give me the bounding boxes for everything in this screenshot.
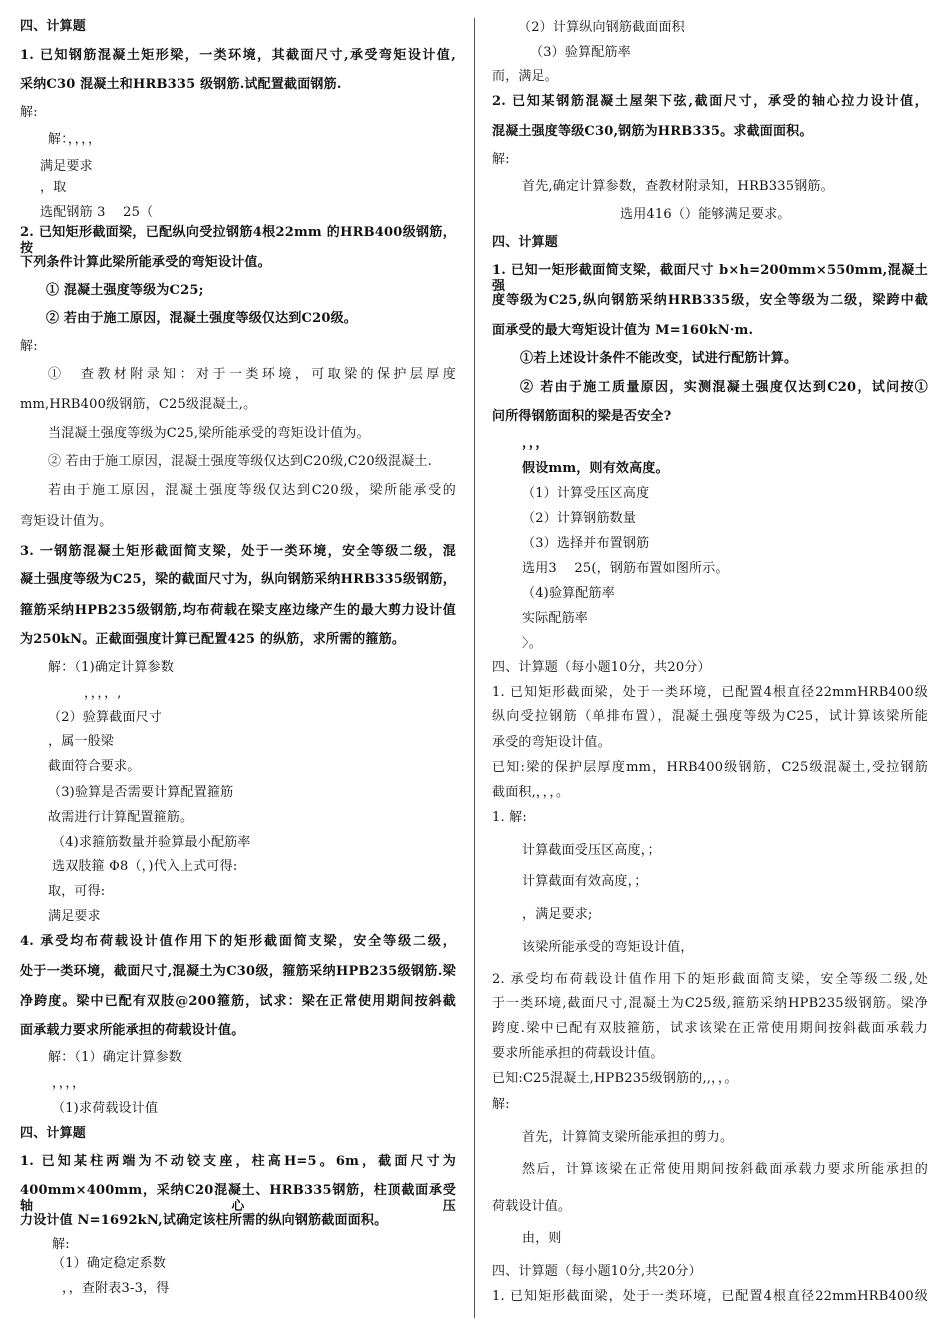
- left-text-line: 箍筋采纳HPB235级钢筋,均布荷载在梁支座边缘产生的最大剪力设计值: [20, 603, 456, 618]
- left-text-line: 解:: [20, 339, 38, 354]
- left-text-line: （1）确定稳定系数: [52, 1256, 167, 1271]
- right-text-line: 四、计算题: [492, 235, 559, 250]
- right-text-line: 跨度.梁中已配有双肢箍筋，试求该梁在正常使用期间按斜截面承载力: [492, 1021, 928, 1036]
- left-text-line: 满足要求: [48, 909, 101, 924]
- right-text-line: 荷载设计值。: [492, 1199, 572, 1214]
- left-text-line: （3)验算是否需要计算配置箍筋: [48, 785, 234, 800]
- left-text-line: 解:: [20, 105, 38, 120]
- left-text-line: 截面符合要求。: [48, 759, 141, 774]
- left-text-line: （4)求箍筋数量并验算最小配筋率: [52, 835, 251, 850]
- right-text-line: 已知:梁的保护层厚度mm，HRB400级钢筋，C25级混凝土,受拉钢筋: [492, 760, 928, 775]
- right-text-line: 要求所能承担的荷载设计值。: [492, 1046, 664, 1061]
- right-text-line: 实际配筋率: [522, 611, 589, 626]
- right-text-line: ①若上述设计条件不能改变，试进行配筋计算。: [520, 351, 798, 366]
- left-text-line: 面承载力要求所能承担的荷载设计值。: [20, 1023, 245, 1038]
- left-text-line: ② 若由于施工原因，混凝土强度等级仅达到C20级,C20级混凝土.: [48, 454, 432, 469]
- right-text-line: 四、计算题（每小题10分，共20分）: [492, 660, 711, 675]
- left-text-line: ，，查附表3-3，得: [62, 1281, 170, 1296]
- left-text-line: ，，，，: [52, 1076, 86, 1091]
- right-text-line: 问所得钢筋面积的梁是否安全?: [492, 409, 672, 424]
- right-text-line: 〉。: [522, 636, 542, 651]
- left-text-line: 取，可得:: [48, 884, 106, 899]
- right-text-line: 选用3 25(，钢筋布置如图所示。: [522, 561, 729, 576]
- left-text-line: 四、计算题: [20, 19, 87, 34]
- right-text-line: 而，满足。: [492, 69, 559, 84]
- right-text-line: ② 若由于施工质量原因，实测混凝土强度仅达到C20，试问按①: [520, 380, 928, 395]
- left-text-line: ② 若由于施工原因，混凝土强度等级仅达到C20级。: [46, 311, 357, 326]
- column-divider: [474, 18, 475, 1318]
- left-text-line: ，取: [40, 180, 67, 195]
- right-text-line: 面承受的最大弯矩设计值为 M=160kN·m.: [492, 323, 754, 338]
- left-text-line: 400mm×400mm，采纳C20混凝土、HRB335钢筋，柱顶截面承受轴心压: [20, 1183, 456, 1214]
- right-text-line: ，满足要求;: [522, 907, 593, 922]
- right-text-line: 计算截面受压区高度，；: [522, 843, 661, 858]
- left-text-line: 下列条件计算此梁所能承受的弯矩设计值。: [20, 255, 271, 270]
- right-text-line: 1. 已知矩形截面梁，处于一类环境，已配置4根直径22mmHRB400级: [492, 1289, 928, 1304]
- left-text-line: 弯矩设计值为。: [20, 514, 113, 529]
- left-text-line: 若由于施工原因，混凝土强度等级仅达到C20级，梁所能承受的: [48, 483, 456, 498]
- right-text-line: ，，，: [522, 436, 549, 451]
- right-text-line: 假设mm，则有效高度。: [522, 461, 669, 476]
- right-text-line: 于一类环境,截面尺寸,混凝土为C25级,箍筋采纳HPB235级钢筋。梁净: [492, 996, 928, 1011]
- right-text-line: 解:: [492, 152, 510, 167]
- right-text-line: 2. 承受均布荷载设计值作用下的矩形截面简支梁，安全等级二级,处: [492, 972, 928, 987]
- right-text-line: （2）计算钢筋数量: [522, 511, 637, 526]
- left-text-line: 选配钢筋 3 25（: [40, 205, 154, 220]
- left-text-line: 净跨度。梁中已配有双肢@200箍筋，试求：梁在正常使用期间按斜截: [20, 994, 456, 1009]
- left-text-line: （1)求荷载设计值: [52, 1101, 159, 1116]
- right-text-line: 截面积,，，，。: [492, 785, 570, 800]
- right-text-line: 2. 已知某钢筋混凝土屋架下弦,截面尺寸，承受的轴心拉力设计值，: [492, 94, 928, 109]
- right-text-line: 混凝土强度等级C30,钢筋为HRB335。求截面面积。: [492, 124, 813, 139]
- right-text-line: （3）验算配筋率: [530, 45, 631, 60]
- left-column: [0, 0, 474, 1344]
- right-text-line: 承受的弯矩设计值。: [492, 735, 611, 750]
- right-text-line: （2）计算纵向钢筋截面面积: [518, 20, 685, 35]
- right-text-line: 1. 已知矩形截面梁，处于一类环境，已配置4根直径22mmHRB400级: [492, 685, 928, 700]
- right-text-line: 度等级为C25,纵向钢筋采纳HRB335级，安全等级为二级，梁跨中截: [492, 293, 928, 308]
- right-text-line: 选用416（）能够满足要求。: [620, 207, 791, 222]
- left-text-line: 为250kN。正截面强度计算已配置425 的纵筋，求所需的箍筋。: [20, 632, 406, 647]
- left-text-line: ，属一般梁: [48, 734, 115, 749]
- left-text-line: 采纳C30 混凝土和HRB335 级钢筋.试配置截面钢筋.: [20, 77, 342, 92]
- left-text-line: 解:: [52, 1237, 70, 1252]
- right-text-line: （4)验算配筋率: [522, 586, 615, 601]
- right-text-line: 1. 解:: [492, 810, 527, 825]
- left-text-line: 1. 已知某柱两端为不动铰支座，柱高H=5。6m，截面尺寸为: [20, 1154, 456, 1169]
- left-text-line: 四、计算题: [20, 1126, 87, 1141]
- left-text-line: 2. 已知矩形截面梁，已配纵向受拉钢筋4根22mm 的HRB400级钢筋，按: [20, 225, 456, 256]
- left-text-line: ，，，，,: [84, 686, 122, 701]
- left-text-line: 3. 一钢筋混凝土矩形截面简支梁，处于一类环境，安全等级二级，混: [20, 544, 456, 559]
- left-text-line: 满足要求: [40, 159, 93, 174]
- right-text-line: 1. 已知一矩形截面简支梁，截面尺寸 b×h=200mm×550mm,混凝土强: [492, 263, 928, 294]
- right-text-line: 然后，计算该梁在正常使用期间按斜截面承载力要求所能承担的: [522, 1162, 928, 1177]
- left-text-line: 凝土强度等级为C25，梁的截面尺寸为，纵向钢筋采纳HRB335级钢筋，: [20, 572, 456, 587]
- left-text-line: ① 混凝土强度等级为C25;: [46, 283, 204, 298]
- left-text-line: 解：（1)确定计算参数: [48, 660, 175, 675]
- left-text-line: ① 查教材附录知：对于一类环境，可取梁的保护层厚度: [48, 367, 456, 382]
- right-text-line: 解:: [492, 1097, 510, 1112]
- right-text-line: （1）计算受压区高度: [522, 486, 650, 501]
- left-text-line: 4. 承受均布荷载设计值作用下的矩形截面简支梁，安全等级二级，: [20, 934, 456, 949]
- right-text-line: 由，则: [522, 1231, 562, 1246]
- right-text-line: （3）选择并布置钢筋: [522, 536, 650, 551]
- left-text-line: 故需进行计算配置箍筋。: [48, 810, 194, 825]
- left-text-line: 处于一类环境，截面尺寸,混凝土为C30级，箍筋采纳HPB235级钢筋.梁: [20, 964, 456, 979]
- left-text-line: 解：（1）确定计算参数: [48, 1050, 182, 1065]
- left-text-line: 当混凝土强度等级为C25,梁所能承受的弯矩设计值为。: [48, 426, 370, 441]
- left-text-line: 1. 已知钢筋混凝土矩形梁，一类环境，其截面尺寸,承受弯矩设计值,: [20, 48, 456, 63]
- right-text-line: 计算截面有效高度，；: [522, 874, 648, 889]
- left-text-line: mm,HRB400级钢筋，C25级混凝土,。: [20, 397, 257, 412]
- right-text-line: 首先，计算简支梁所能承担的剪力。: [522, 1130, 734, 1145]
- right-text-line: 该梁所能承受的弯矩设计值，: [522, 940, 694, 955]
- left-text-line: 解：，，，，: [48, 132, 102, 147]
- left-text-line: （2）验算截面尺寸: [48, 710, 163, 725]
- right-column: [476, 0, 950, 1344]
- right-text-line: 纵向受拉钢筋（单排布置），混凝土强度等级为C25，试计算该梁所能: [492, 709, 928, 724]
- right-text-line: 已知:C25混凝土,HPB235级钢筋的,,，，。: [492, 1071, 738, 1086]
- right-text-line: 首先,确定计算参数，查教材附录知，HRB335钢筋。: [522, 179, 834, 194]
- left-text-line: 选双肢箍 Φ8（，)代入上式可得:: [52, 859, 238, 874]
- left-text-line: 力设计值 N=1692kN,试确定该柱所需的纵向钢筋截面面积。: [20, 1213, 388, 1228]
- right-text-line: 四、计算题（每小题10分,共20分）: [492, 1264, 702, 1279]
